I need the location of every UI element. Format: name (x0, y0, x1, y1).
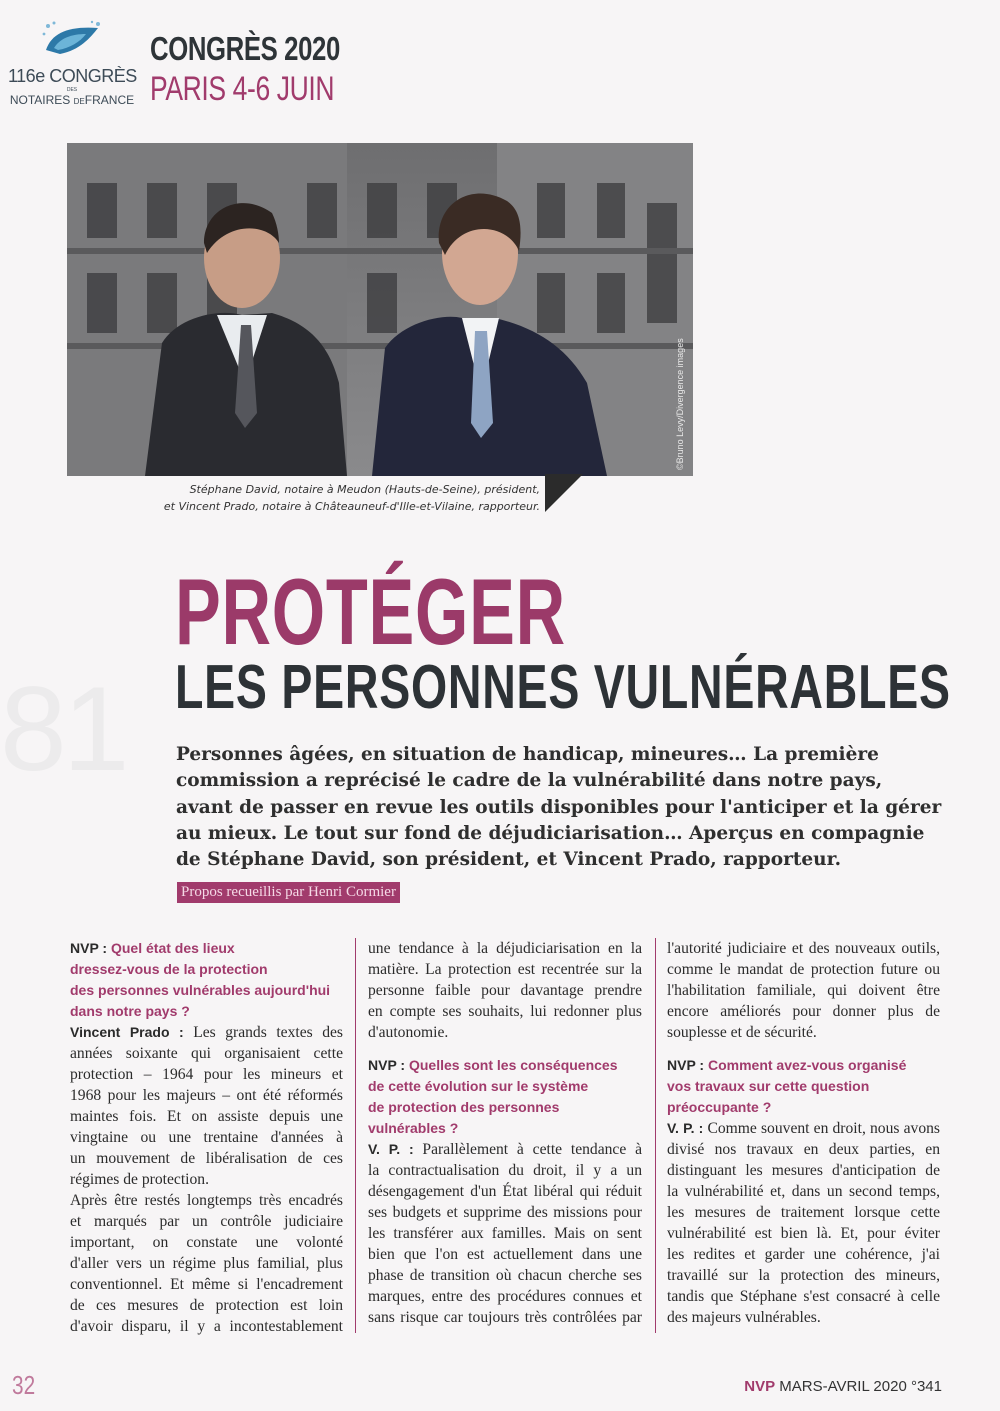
body-line: l'habilitation familiale, qui doivent être (667, 982, 940, 999)
body-line: et marqués par un contrôle judiciaire (70, 1213, 343, 1230)
body-line: la contractualisation du droit, il y a un (368, 1162, 642, 1179)
photo-credit: ©Bruno Levy/Divergence images (675, 338, 685, 470)
answer-line: V. P. : Comme souvent en droit, nous avons (667, 1120, 940, 1137)
body-line: conventionnel. Et même si l'encadrement (70, 1276, 343, 1293)
page-number: 32 (12, 1370, 36, 1400)
question-line: préoccupante ? (667, 1099, 772, 1115)
body-line: en compte ses souhaits, lui redonner plus (368, 1003, 642, 1020)
body-line: phase de transition où chacun cherche ses (368, 1267, 642, 1284)
background-decoration: 81 (0, 662, 126, 796)
body-line: bien que l'on est actuellement dans une (368, 1246, 642, 1263)
body-line: Après être restés longtemps très encadrés (70, 1192, 343, 1209)
body-line: vingtaine ou une trentaine d'années à (70, 1129, 343, 1146)
answer-line: Vincent Prado : Les grands textes des (70, 1024, 343, 1041)
question-line: de cette évolution sur le système (368, 1078, 589, 1094)
question: NVP : Quel état des lieux (70, 940, 235, 956)
byline: Propos recueillis par Henri Cormier (177, 882, 400, 903)
body-line: personne faible pour davantage prendre (368, 982, 642, 999)
body-line: tandis que Stéphane s'est consacré à celle (667, 1288, 940, 1305)
header-title: CONGRÈS 2020 (150, 30, 340, 67)
question: NVP : Comment avez-vous organisé (667, 1057, 907, 1073)
article-column-3 (667, 938, 940, 1328)
logo-notaires-de-france: NOTAIRES DEFRANCE (9, 93, 135, 107)
body-line: un mouvement de libéralisation de ces (70, 1150, 343, 1167)
congress-logo-icon (40, 20, 104, 62)
body-line: d'aller vers un régime plus familial, plus (70, 1255, 343, 1272)
body-line: marques, entre des procédures connues et (368, 1288, 642, 1305)
body-line: souplesse et de sécurité. (667, 1024, 817, 1041)
body-line: maintes fois. Et on assiste depuis une (70, 1108, 343, 1125)
body-line: les mesures de traitement lorsque cette (667, 1204, 940, 1221)
question-line: de protection des personnes (368, 1099, 560, 1115)
portrait-photo (67, 143, 693, 476)
body-line: 1968 pour les majeurs – ont été réformés (70, 1087, 343, 1104)
body-line: désengagement d'un État libéral qui réduit (368, 1183, 642, 1200)
article-lead: Personnes âgées, en situation de handicap, mineures… La première commission a reprécisé le cadre de la vulnérabilité dans notre pays, avant de passer en revue les outils disponibles pour l'anticiper et la gérer au mieux. Le tout sur fond de déjudiciarisation… Aperçus en compagnie de Stéphane David, son président, et Vincent Prado, rapporteur. (176, 744, 942, 871)
body-line: sans risque car toujours très contrôlées par (368, 1309, 642, 1326)
body-line: vulnérabilité est bien là. Et, pour éviter (667, 1225, 940, 1242)
caption-corner-decoration (545, 474, 583, 512)
body-line: des majeurs vulnérables. (667, 1309, 821, 1326)
body-line: années soixante qui organisaient cette (70, 1045, 343, 1062)
question-line: vos travaux sur cette question (667, 1078, 870, 1094)
body-line: travaillé sur la protection des mineurs, (667, 1267, 940, 1284)
article-title-line1: PROTÉGER (175, 559, 566, 664)
body-line: les redites et garder une cohérence, j'ai (667, 1246, 940, 1263)
logo-congress-number: 116e CONGRÈS (8, 66, 137, 86)
photo-caption: Stéphane David, notaire à Meudon (Hauts-de-Seine), président, et Vincent Prado, notaire à Châteauneuf-d'Ille-et-Vilaine, rapporteur. (163, 483, 540, 513)
logo-des: DES (66, 87, 78, 93)
body-line: la vulnérabilité et, dans un second temps, (667, 1183, 940, 1200)
body-line: comme le mandat de protection future ou (667, 961, 940, 978)
body-line: l'autorité judiciaire et des nouveaux outils, (667, 940, 940, 957)
question-line: dressez-vous de la protection (70, 961, 268, 977)
footer-issue: NVP MARS-AVRIL 2020 °341 (744, 1378, 942, 1395)
body-line: matière. La protection est recentrée sur la (368, 961, 642, 978)
column-divider (355, 938, 356, 1333)
body-line: ses budgets et supprime des missions pour (368, 1204, 642, 1221)
question: NVP : Quelles sont les conséquences (368, 1057, 618, 1073)
body-line: encore améliorés pour donner plus de (667, 1003, 940, 1020)
article-column-2 (368, 938, 642, 1328)
answer-line: V. P. : Parallèlement à cette tendance à (368, 1141, 642, 1158)
body-line: une tendance à la déjudiciarisation en la (368, 940, 642, 957)
body-line: distinguant les mesures d'anticipation de (667, 1162, 940, 1179)
body-line: protection – 1964 pour les mineurs et (70, 1066, 343, 1083)
header-subtitle: PARIS 4-6 JUIN (150, 70, 335, 108)
body-line: les transférer aux familles. Mais on sent (368, 1225, 642, 1242)
body-line: de ces mesures de protection est loin (70, 1297, 343, 1314)
body-line: d'avoir disparu, il y a incontestablement (70, 1318, 343, 1335)
body-line: régimes de protection. (70, 1171, 209, 1188)
body-line: divisé nos travaux en deux parties, en (667, 1141, 940, 1158)
article-column-1 (70, 938, 343, 1337)
body-line: important, on constate une volonté (70, 1234, 343, 1251)
question-line: des personnes vulnérables aujourd'hui (70, 982, 331, 998)
column-divider (655, 938, 656, 1333)
body-line: d'autonomie. (368, 1024, 449, 1041)
article-title-line2: LES PERSONNES VULNÉRABLES (175, 653, 951, 722)
question-line: vulnérables ? (368, 1120, 459, 1136)
question-line: dans notre pays ? (70, 1003, 190, 1019)
